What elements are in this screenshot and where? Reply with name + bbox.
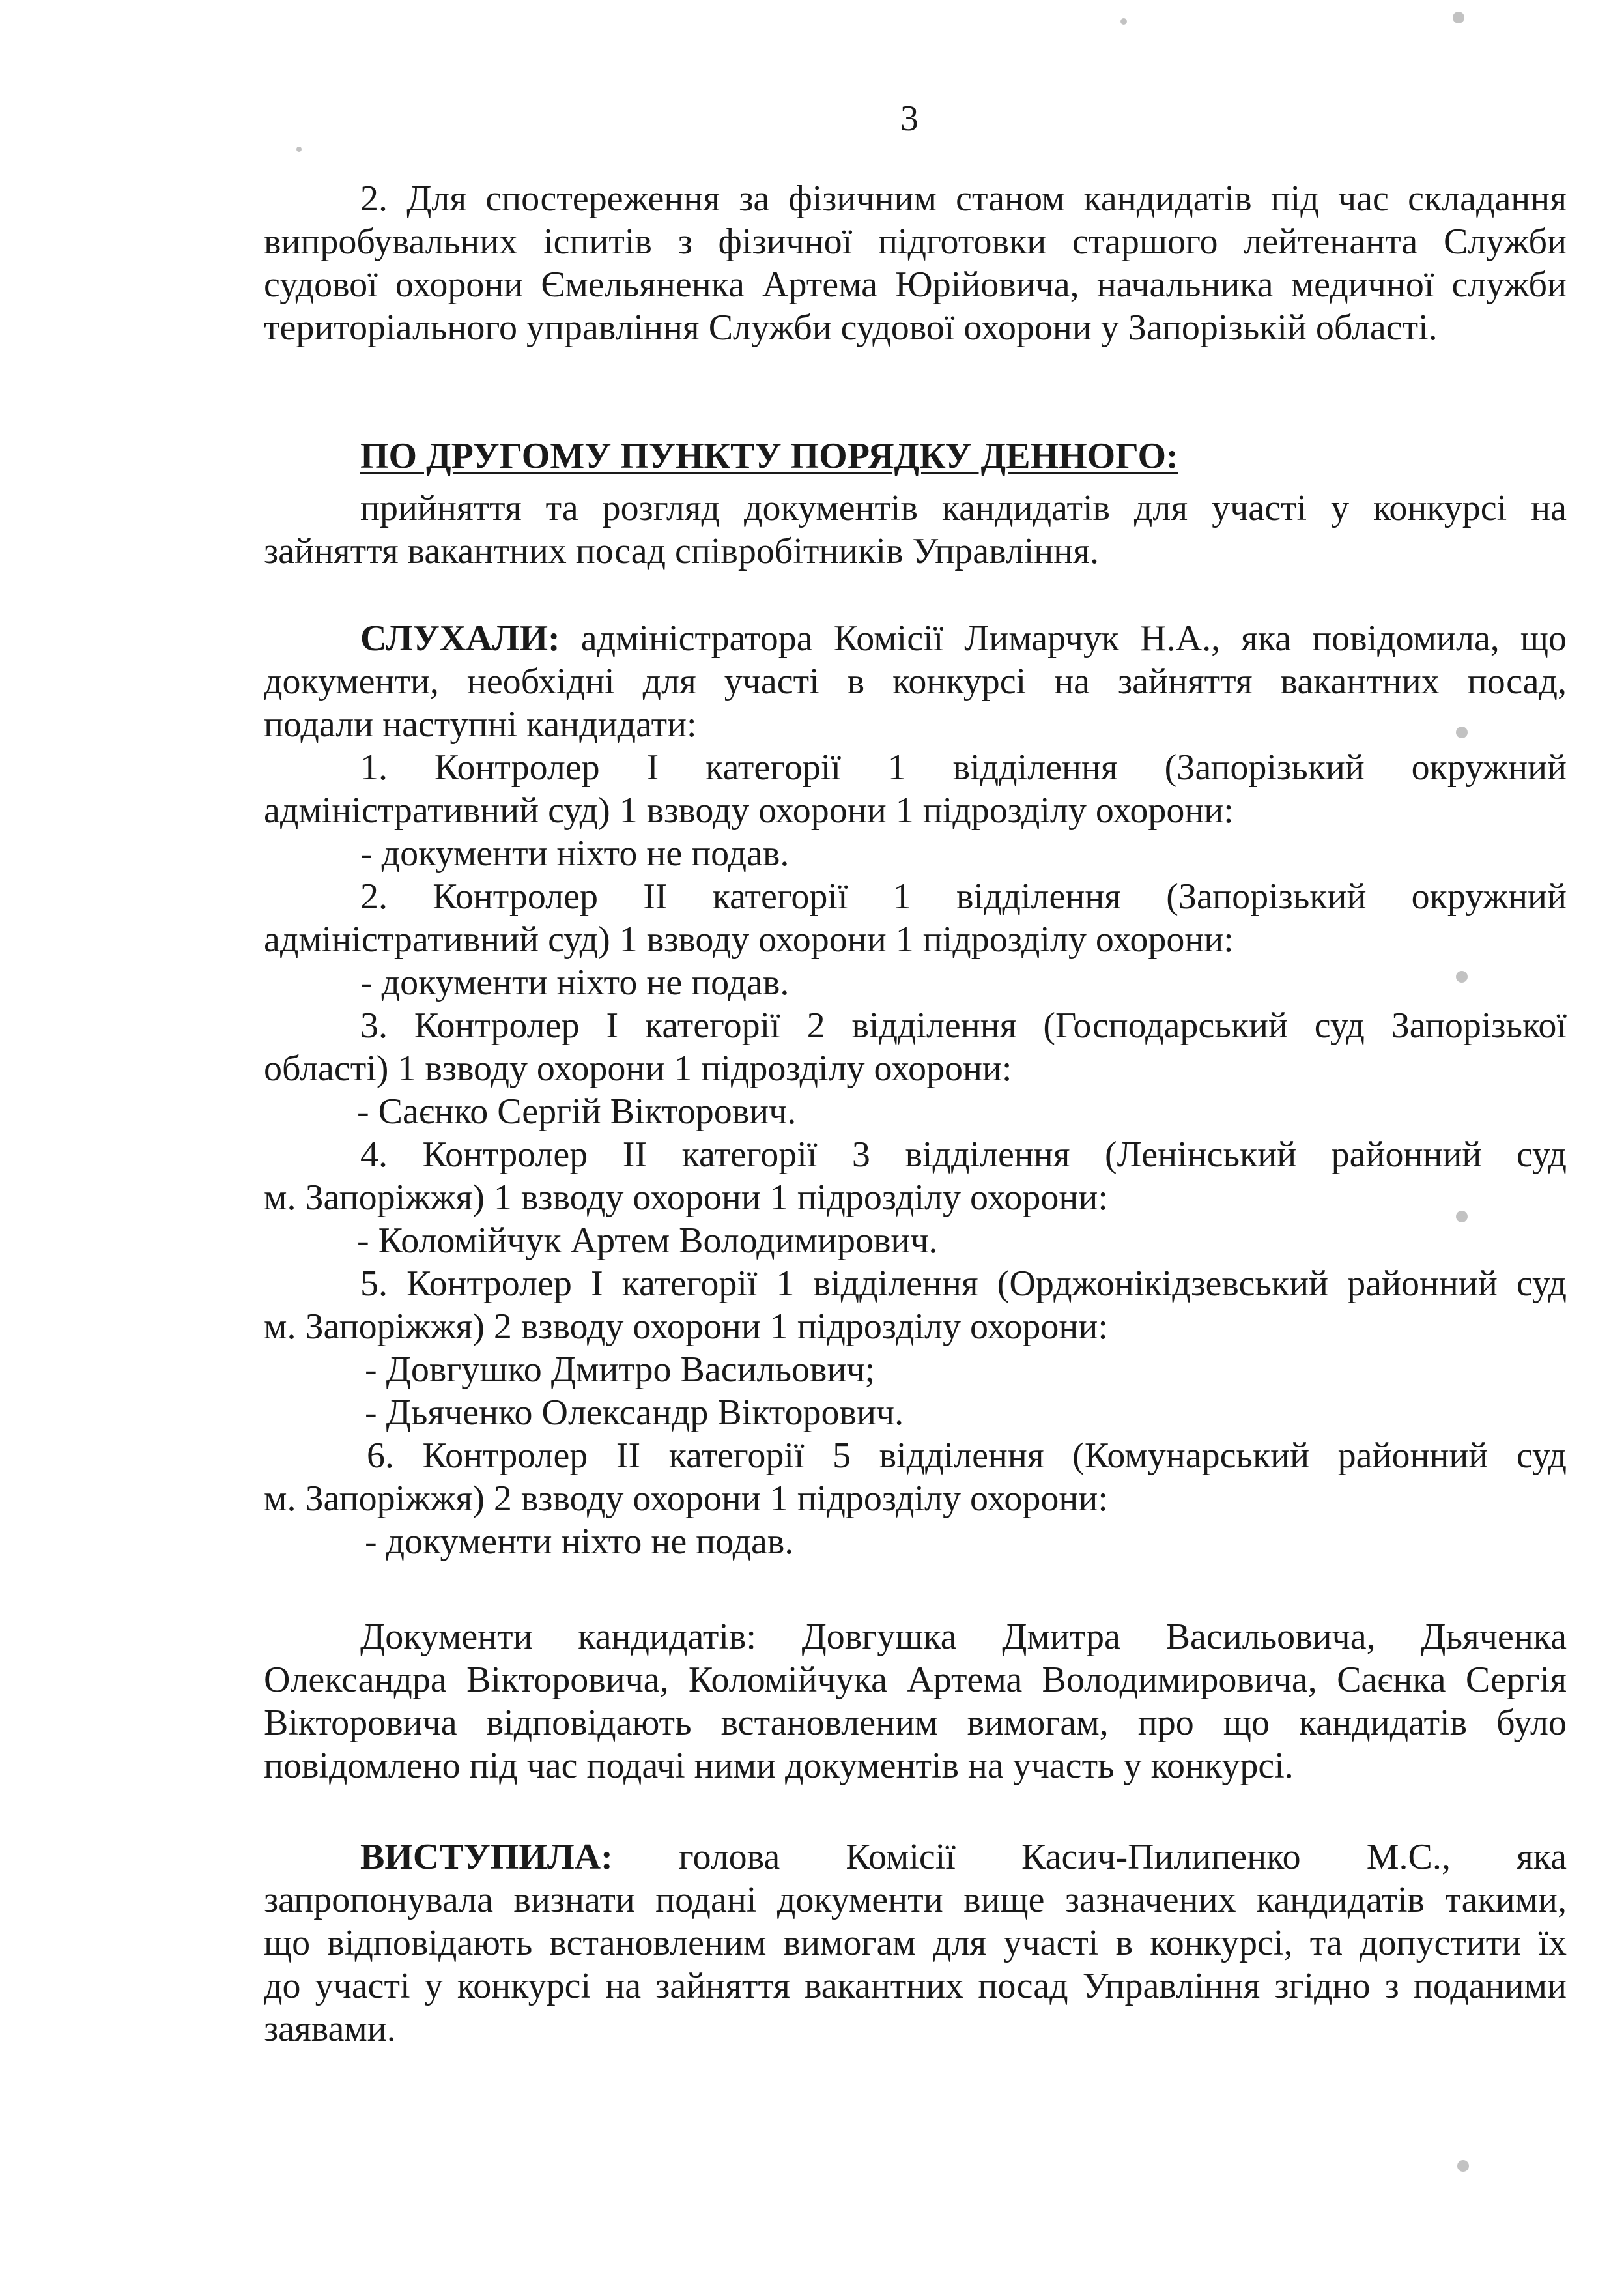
position-2-line-2: адміністративний суд) 1 взводу охорони 1 підрозділу охорони:: [264, 919, 1234, 960]
position-4-line-1: 4. Контролер ІІ категорії 3 відділення (Ленінський районний суд: [360, 1134, 1567, 1175]
position-4-candidate-1: - Коломійчук Артем Володимирович.: [357, 1220, 938, 1261]
heard-line-2: документи, необхідні для участі в конкурсі на зайняття вакантних посад,: [264, 661, 1567, 702]
scan-speck: [296, 147, 302, 152]
item2-line-4: територіального управління Служби судової охорони у Запорізькій області.: [264, 308, 1438, 348]
position-5-line-1: 5. Контролер І категорії 1 відділення (Орджонікідзевський районний суд: [360, 1263, 1567, 1304]
spoke-label: ВИСТУПИЛА:: [360, 1837, 613, 1877]
scan-speck: [1453, 12, 1464, 23]
scan-speck: [1456, 971, 1468, 983]
position-2-line-1: 2. Контролер ІІ категорії 1 відділення (Запорізький окружний: [360, 876, 1567, 917]
page-number: 3: [900, 98, 919, 139]
position-3-line-2: області) 1 взводу охорони 1 підрозділу охорони:: [264, 1048, 1012, 1089]
scan-speck: [1456, 727, 1468, 738]
position-2-candidate-1: - документи ніхто не подав.: [360, 962, 790, 1003]
heard-first-line-text: адміністратора Комісії Лимарчук Н.А., яка повідомила, що: [580, 618, 1567, 659]
position-6-line-2: м. Запоріжжя) 2 взводу охорони 1 підрозділу охорони:: [264, 1478, 1108, 1519]
position-5-line-2: м. Запоріжжя) 2 взводу охорони 1 підрозділу охорони:: [264, 1306, 1108, 1347]
position-1-line-2: адміністративний суд) 1 взводу охорони 1 підрозділу охорони:: [264, 790, 1234, 831]
spoke-line-5: заявами.: [264, 2009, 396, 2049]
spoke-first-line-text: голова Комісії Касич-Пилипенко М.С., яка: [678, 1837, 1567, 1877]
spoke-line-2: запропонувала визнати подані документи вище зазначених кандидатів такими,: [264, 1880, 1567, 1920]
position-6-candidate-1: - документи ніхто не подав.: [365, 1521, 794, 1562]
position-3-candidate-1: - Саєнко Сергій Вікторович.: [357, 1091, 797, 1132]
heard-first-line: [360, 618, 1567, 659]
spoke-line-3: що відповідають встановленим вимогам для участі в конкурсі, та допустити їх: [264, 1923, 1567, 1963]
position-3-line-1: 3. Контролер І категорії 2 відділення (Господарський суд Запорізької: [360, 1005, 1567, 1046]
item2-line-3: судової охорони Ємельяненка Артема Юрійовича, начальника медичної служби: [264, 265, 1567, 305]
documents-line-2: Олександра Вікторовича, Коломійчука Артема Володимировича, Саєнка Сергія: [264, 1660, 1567, 1700]
documents-line-1: Документи кандидатів: Довгушка Дмитра Васильовича, Дьяченка: [360, 1617, 1567, 1657]
position-5-candidate-2: - Дьяченко Олександр Вікторович.: [365, 1392, 904, 1433]
scan-speck: [1457, 2160, 1469, 2172]
item2-line-1: 2. Для спостереження за фізичним станом кандидатів під час складання: [360, 179, 1567, 219]
documents-line-4: повідомлено під час подачі ними документів на участь у конкурсі.: [264, 1746, 1294, 1786]
agenda-line-1: прийняття та розгляд документів кандидатів для участі у конкурсі на: [360, 488, 1567, 528]
spoke-first-line: [360, 1836, 1567, 1878]
agenda-line-2: зайняття вакантних посад співробітників Управління.: [264, 531, 1099, 571]
position-4-line-2: м. Запоріжжя) 1 взводу охорони 1 підрозділу охорони:: [264, 1177, 1108, 1218]
scan-speck: [1120, 18, 1127, 25]
agenda-heading: ПО ДРУГОМУ ПУНКТУ ПОРЯДКУ ДЕННОГО:: [360, 436, 1178, 476]
item2-line-2: випробувальних іспитів з фізичної підготовки старшого лейтенанта Служби: [264, 222, 1567, 262]
position-1-candidate-1: - документи ніхто не подав.: [360, 833, 790, 874]
heard-label: СЛУХАЛИ:: [360, 618, 560, 659]
documents-line-3: Вікторовича відповідають встановленим вимогам, про що кандидатів було: [264, 1703, 1567, 1743]
heard-line-3: подали наступні кандидати:: [264, 704, 697, 745]
position-1-line-1: 1. Контролер І категорії 1 відділення (Запорізький окружний: [360, 747, 1567, 788]
scan-speck: [1456, 1211, 1468, 1222]
position-5-candidate-1: - Довгушко Дмитро Васильович;: [365, 1349, 876, 1390]
spoke-line-4: до участі у конкурсі на зайняття вакантних посад Управління згідно з поданими: [264, 1966, 1567, 2006]
position-6-line-1: 6. Контролер ІІ категорії 5 відділення (Комунарський районний суд: [367, 1435, 1567, 1476]
